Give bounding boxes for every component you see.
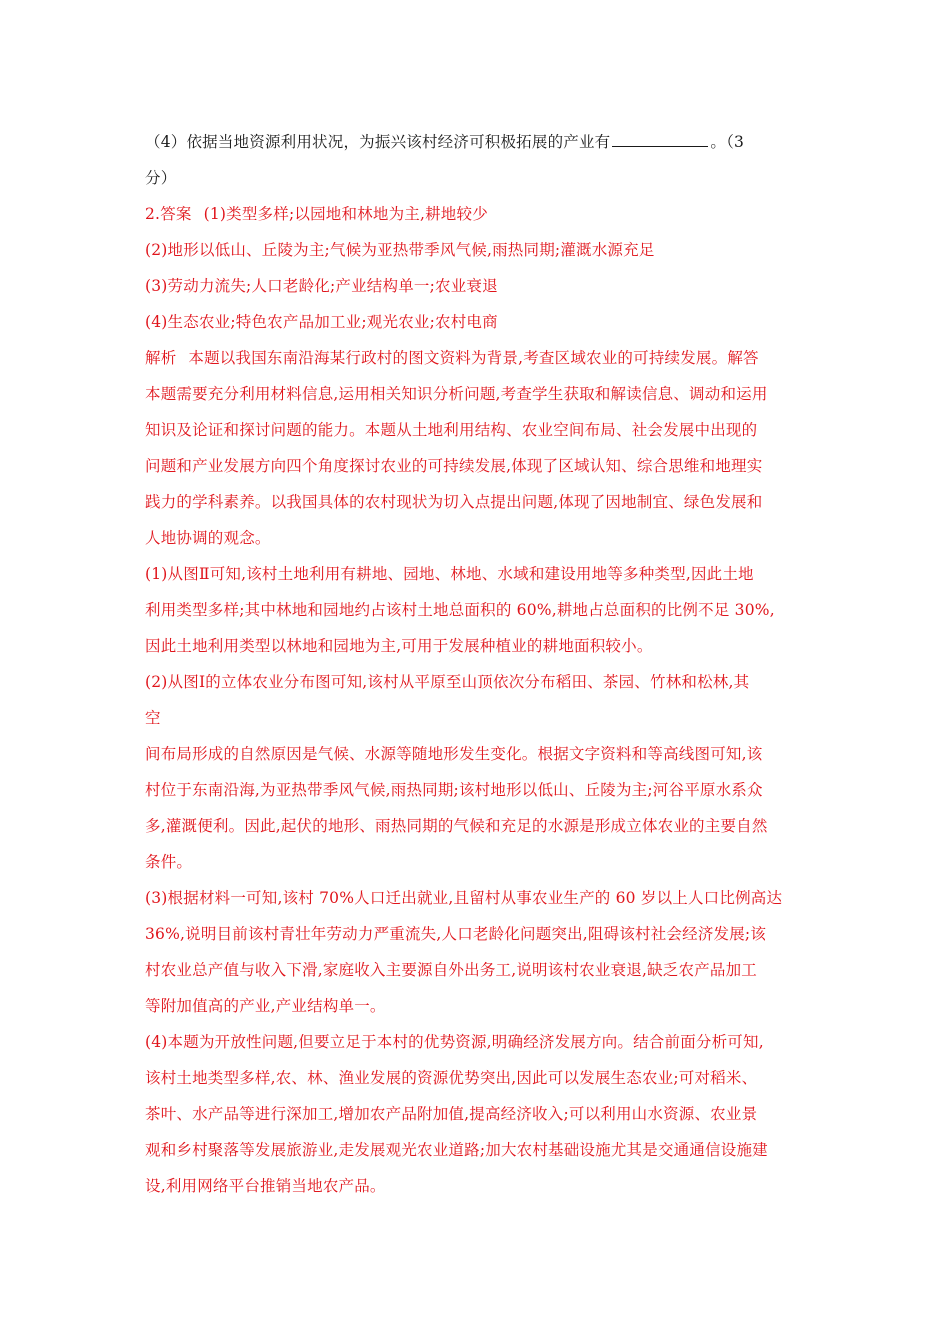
analysis-intro-line: 人地协调的观念。 [145,529,271,547]
analysis-p4-line: 该村土地类型多样,农、林、渔业发展的资源优势突出,因此可以发展生态农业;可对稻米、 [145,1069,758,1087]
analysis-p4-line: 设,利用网络平台推销当地农产品。 [145,1177,386,1195]
analysis-p3-line: 村农业总产值与收入下滑,家庭收入主要源自外出务工,说明该村农业衰退,缺乏农产品加工 [145,961,757,979]
question-text: （4）依据当地资源利用状况，为振兴该村经济可积极拓展的产业有 [145,133,611,151]
question-line [145,124,809,160]
analysis-p1-line: 因此土地利用类型以林地和园地为主,可用于发展种植业的耕地面积较小。 [145,637,653,655]
analysis-intro-line: 问题和产业发展方向四个角度探讨农业的可持续发展,体现了区域认知、综合思维和地理实 [145,457,763,475]
document-content [145,124,809,1204]
analysis-p2-line: 多,灌溉便利。因此,起伏的地形、雨热同期的气候和充足的水源是形成立体农业的主要自然 [145,817,768,835]
answer-item-4: (4)生态农业;特色农产品加工业;观光农业;农村电商 [145,313,498,331]
analysis-p4-line: (4)本题为开放性问题,但要立足于本村的优势资源,明确经济发展方向。结合前面分析可知, [145,1033,764,1051]
analysis-intro-line: 知识及论证和探讨问题的能力。本题从土地利用结构、农业空间布局、社会发展中出现的 [145,421,758,439]
analysis-intro-line: 践力的学科素养。以我国具体的农村现状为切入点提出问题,体现了因地制宜、绿色发展和 [145,493,763,511]
analysis-intro-line: 本题以我国东南沿海某行政村的图文资料为背景,考查区域农业的可持续发展。解答 [188,349,759,367]
analysis-p2-line: 间布局形成的自然原因是气候、水源等随地形发生变化。根据文字资料和等高线图可知,该 [145,745,763,763]
analysis-p3-line: (3)根据材料一可知,该村 70%人口迁出就业,且留村从事农业生产的 60 岁以上人口比例高达 [145,889,783,907]
analysis-p2-line: 条件。 [145,853,193,871]
analysis-line-1 [145,340,809,376]
answer-label: 2.答案 [145,205,192,223]
analysis-p2-line: (2)从图Ⅰ的立体农业分布图可知,该村从平原至山顶依次分布稻田、茶园、竹林和松林,其 [145,673,750,691]
question-score: 。（3 [710,133,745,151]
analysis-intro-line: 本题需要充分利用材料信息,运用相关知识分析问题,考查学生获取和解读信息、调动和运用 [145,385,768,403]
answer-blank [612,128,708,147]
answer-line-1 [145,196,809,232]
analysis-p3-line: 等附加值高的产业,产业结构单一。 [145,997,386,1015]
analysis-p1-line: 利用类型多样;其中林地和园地约占该村土地总面积的 60%,耕地占总面积的比例不足 30%, [145,601,775,619]
analysis-p4-line: 茶叶、水产品等进行深加工,增加农产品附加值,提高经济收入;可以利用山水资源、农业景 [145,1105,758,1123]
analysis-p1-line: (1)从图Ⅱ可知,该村土地利用有耕地、园地、林地、水域和建设用地等多种类型,因此土地 [145,565,754,583]
question-line-wrap: 分） [145,169,177,187]
answer-item-2: (2)地形以低山、丘陵为主;气候为亚热带季风气候,雨热同期;灌溉水源充足 [145,241,655,259]
answer-item-3: (3)劳动力流失;人口老龄化;产业结构单一;农业衰退 [145,277,498,295]
answer-item-1: (1)类型多样;以园地和林地为主,耕地较少 [203,205,488,223]
analysis-p4-line: 观和乡村聚落等发展旅游业,走发展观光农业道路;加大农村基础设施尤其是交通通信设施建 [145,1141,768,1159]
analysis-p2-line: 村位于东南沿海,为亚热带季风气候,雨热同期;该村地形以低山、丘陵为主;河谷平原水系众 [145,781,763,799]
analysis-p3-line: 36%,说明目前该村青壮年劳动力严重流失,人口老龄化问题突出,阻碍该村社会经济发展;该 [145,925,767,943]
analysis-p2-line: 空 [145,709,161,727]
analysis-label: 解析 [145,349,177,367]
